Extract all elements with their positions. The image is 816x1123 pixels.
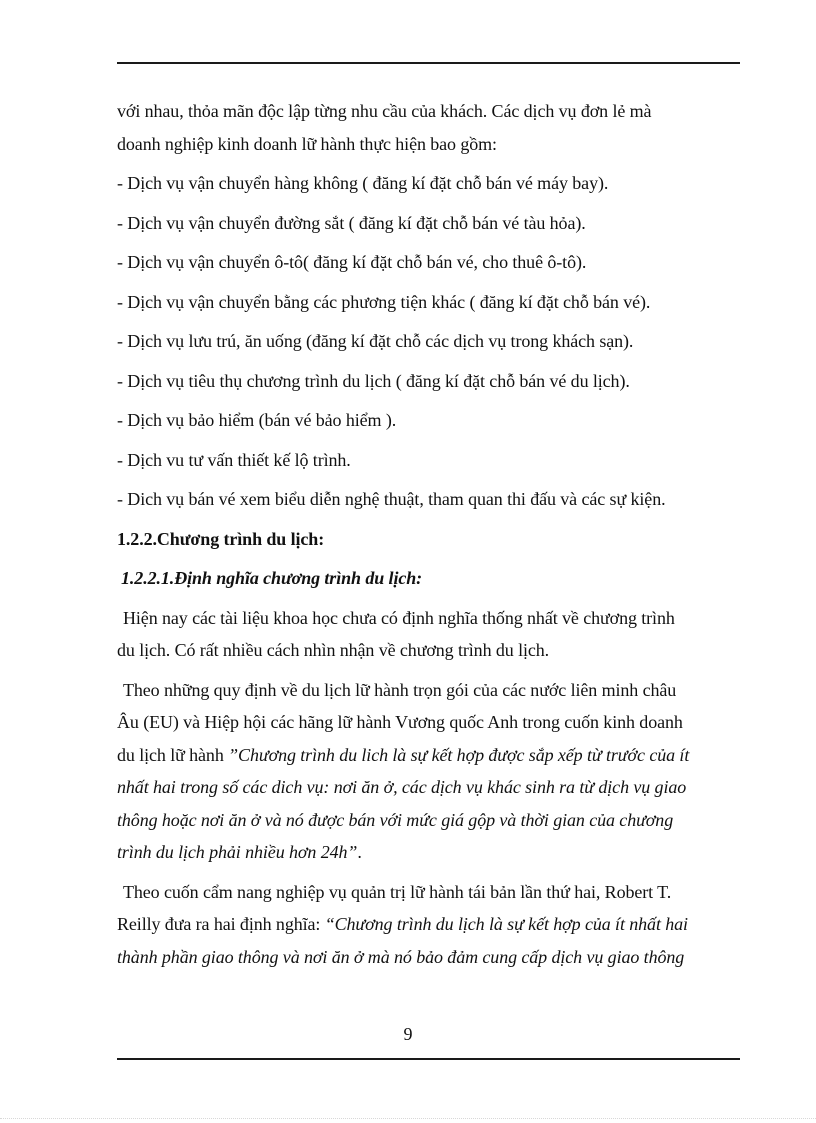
footer-rule	[117, 1058, 740, 1060]
service-item: - Dịch vụ lưu trú, ăn uống (đăng kí đặt chỗ các dịch vụ trong khách sạn).	[117, 331, 634, 351]
paragraph-2-line-3-plain: du lịch lữ hành	[117, 744, 229, 765]
intro-line-1: với nhau, thỏa mãn độc lập từng nhu cầu của khách. Các dịch vụ đơn lẻ mà	[117, 101, 652, 121]
paragraph-2-line-1: Theo những quy định về du lịch lữ hành trọn gói của các nước liên minh châu	[123, 679, 677, 700]
page-number: 9	[403, 1024, 413, 1044]
page-body	[117, 95, 740, 973]
service-item: - Dịch vụ vận chuyển đường sắt ( đăng kí đặt chỗ bán vé tàu hỏa).	[117, 212, 586, 233]
service-item: - Dịch vu tư vấn thiết kế lộ trình.	[117, 449, 351, 470]
service-item: - Dịch vụ vận chuyển ô-tô( đăng kí đặt chỗ bán vé, cho thuê ô-tô).	[117, 252, 587, 272]
paragraph-2-quote-end: trình du lịch phải nhiều hơn 24h”	[117, 842, 358, 862]
paragraph-2-line-6-plain: .	[357, 842, 362, 862]
intro-line-2: doanh nghiệp kinh doanh lữ hành thực hiện bao gồm:	[117, 133, 497, 154]
paragraph-1-line-1: Hiện nay các tài liệu khoa học chưa có định nghĩa thống nhất về chương trình	[123, 607, 675, 628]
service-item: - Dịch vụ vận chuyển bằng các phương tiện khác ( đăng kí đặt chỗ bán vé).	[117, 291, 651, 312]
paragraph-3-line-2	[117, 908, 740, 941]
paragraph-3-line-3: thành phần giao thông và nơi ăn ở mà nó bảo đảm cung cấp dịch vụ giao thông	[117, 946, 685, 967]
paragraph-1-line-2: du lịch. Có rất nhiều cách nhìn nhận về chương trình du lịch.	[117, 640, 550, 660]
paragraph-2-line-5: thông hoặc nơi ăn ở và nó được bán với mức giá gộp và thời gian của chương	[117, 809, 674, 830]
header-rule	[117, 62, 740, 64]
paragraph-2-quote-start: ”Chương trình du lich là sự kết hợp được sắp xếp từ trước của ít	[228, 744, 690, 765]
paragraph-2-line-6	[117, 836, 740, 869]
paragraph-2-line-3	[117, 739, 740, 772]
section-heading: 1.2.2.Chương trình du lịch:	[117, 528, 325, 549]
service-item: - Dịch vụ bảo hiểm (bán vé bảo hiểm ).	[117, 410, 397, 430]
paragraph-3-line-2-plain: Reilly đưa ra hai định nghĩa:	[117, 914, 325, 934]
paragraph-2-line-4: nhất hai trong số các dich vụ: nơi ăn ở, các dịch vụ khác sinh ra từ dịch vụ giao	[117, 777, 687, 797]
paragraph-3-line-1: Theo cuốn cẩm nang nghiệp vụ quản trị lữ hành tái bản lần thứ hai, Robert T.	[123, 881, 672, 902]
subsection-heading: 1.2.2.1.Định nghĩa chương trình du lịch:	[121, 568, 423, 588]
service-item: - Dịch vụ vận chuyển hàng không ( đăng kí đặt chỗ bán vé máy bay).	[117, 173, 609, 193]
service-item: - Dich vụ bán vé xem biểu diễn nghệ thuật, tham quan thi đấu và các sự kiện.	[117, 489, 666, 509]
page-edge-dots	[0, 1118, 816, 1119]
paragraph-2-line-2: Âu (EU) và Hiệp hội các hãng lữ hành Vương quốc Anh trong cuốn kinh doanh	[117, 712, 683, 732]
service-item: - Dịch vụ tiêu thụ chương trình du lịch ( đăng kí đặt chỗ bán vé du lịch).	[117, 370, 630, 391]
paragraph-3-quote-start: “Chương trình du lịch là sự kết hợp của ít nhất hai	[324, 914, 688, 934]
